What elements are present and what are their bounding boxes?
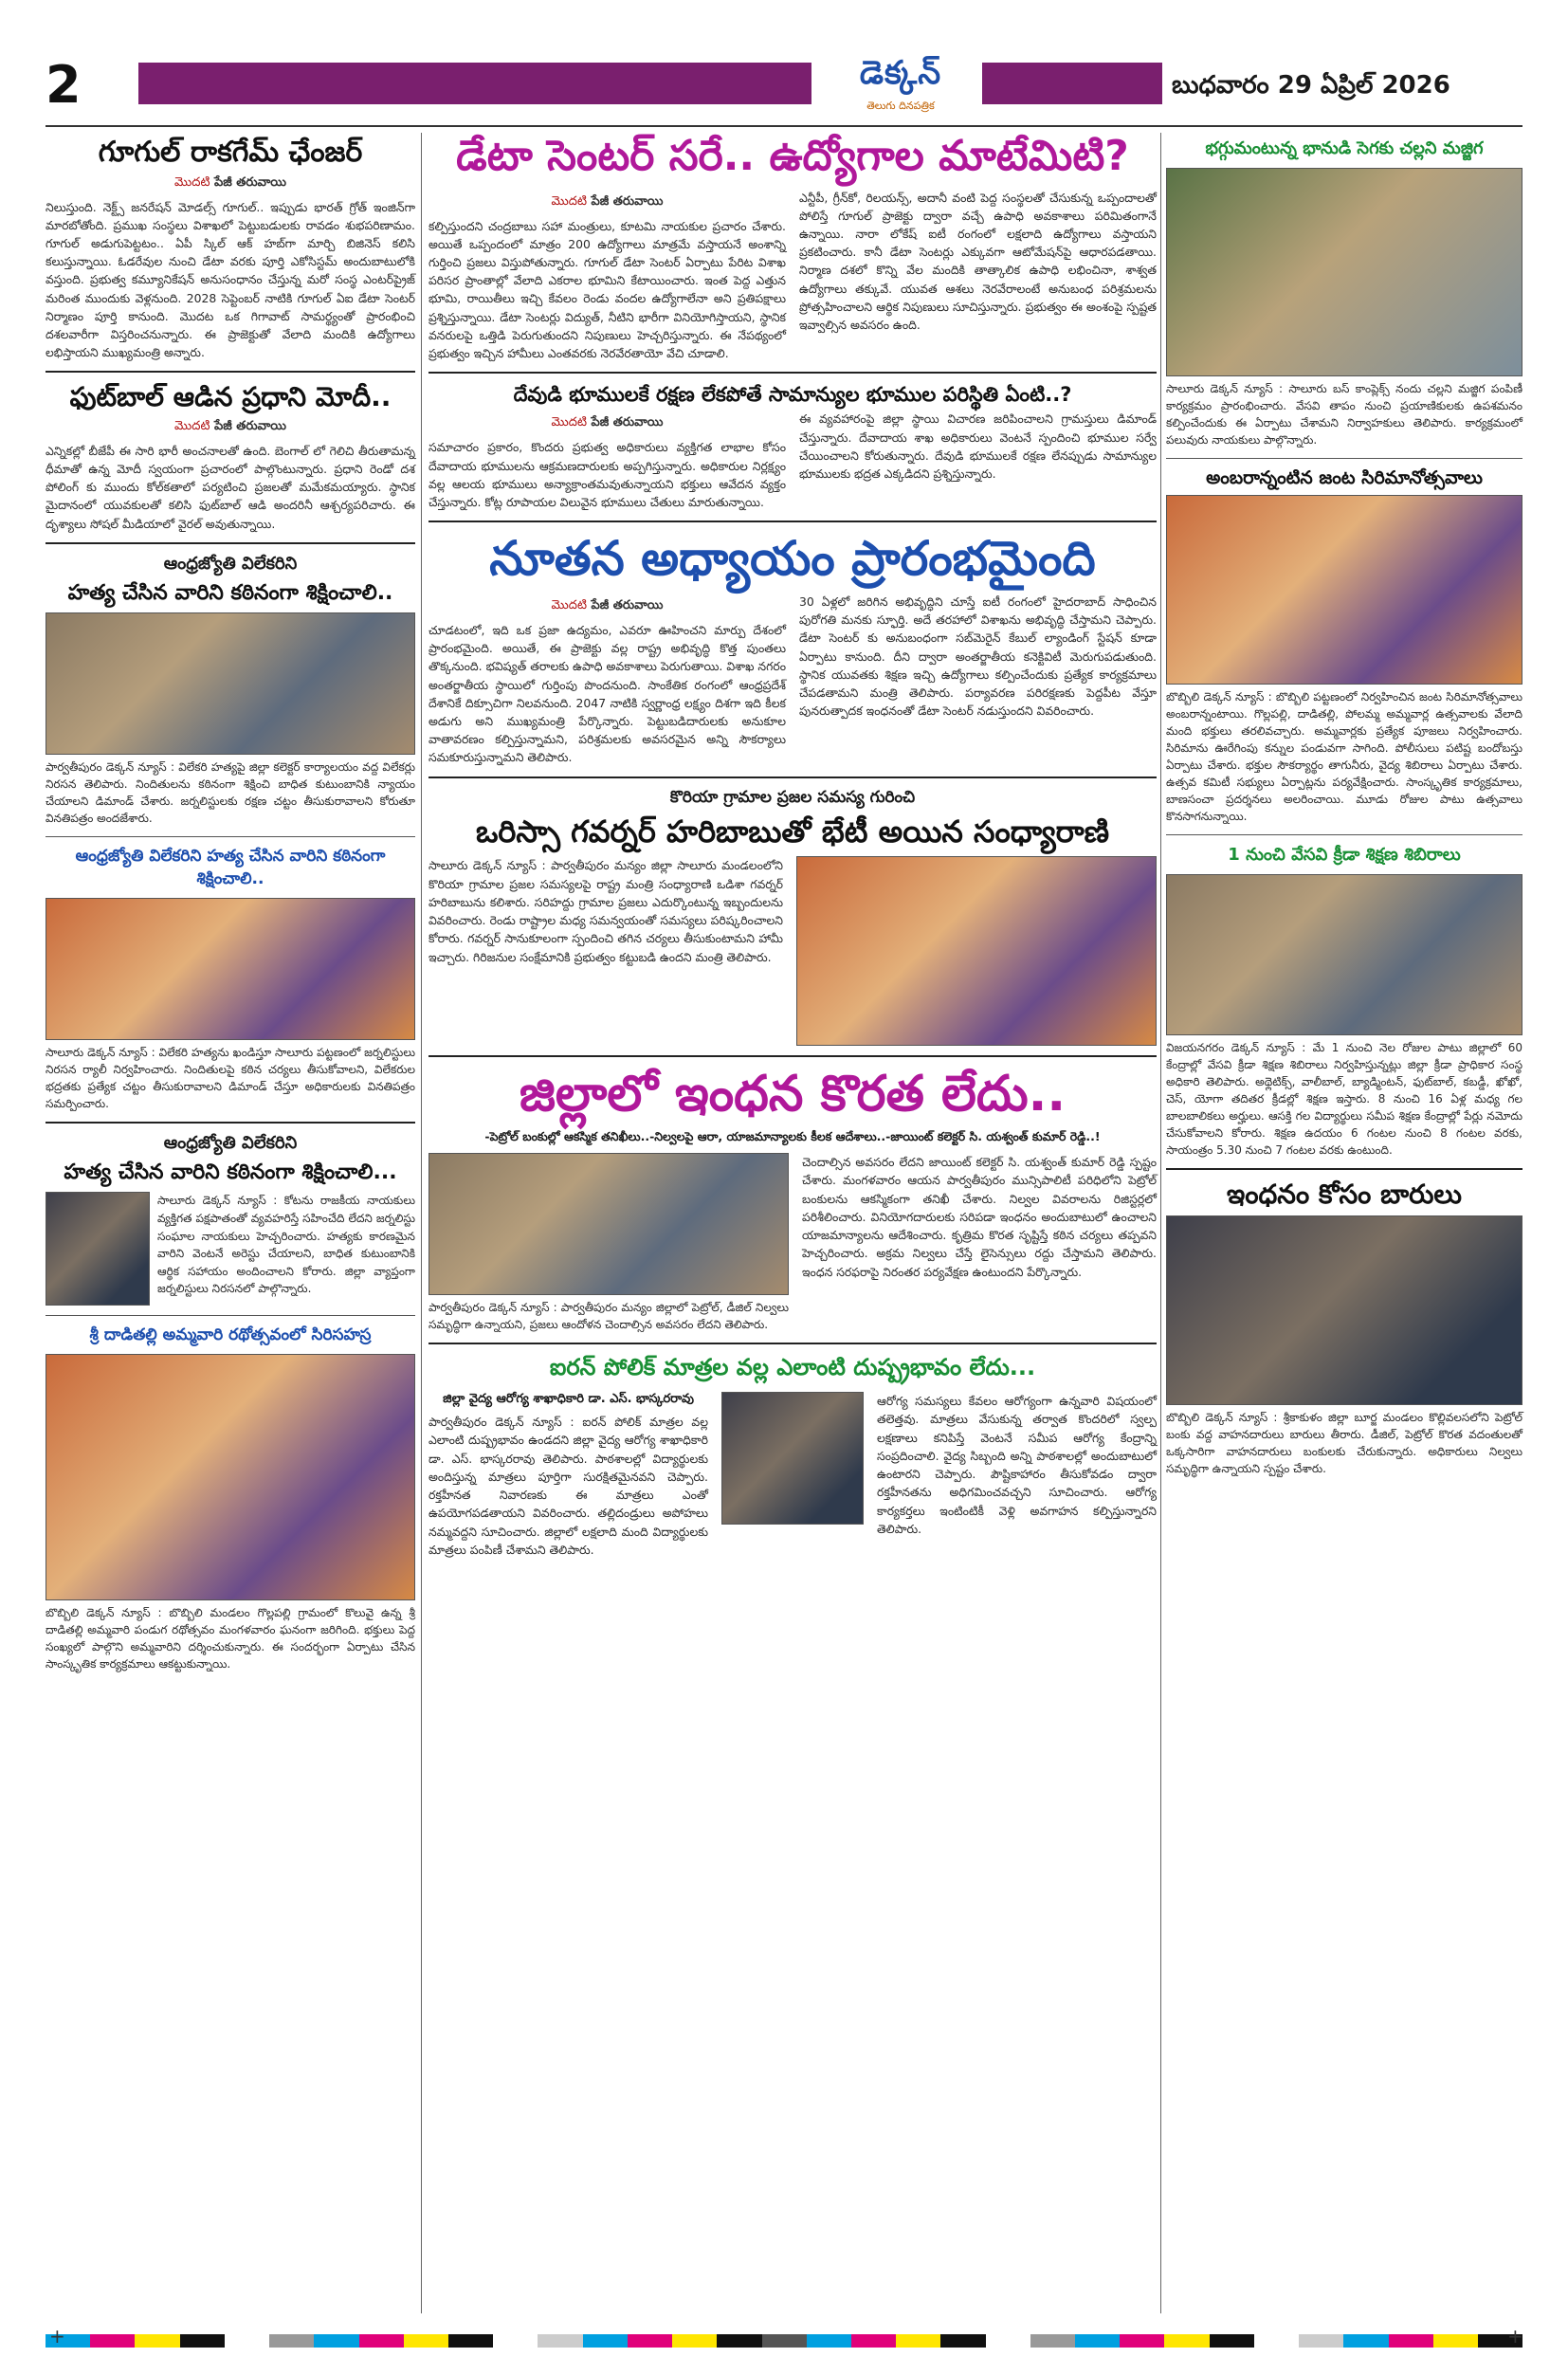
kicker: కొరియా గ్రామాల ప్రజల సమస్య గురించి [669, 787, 916, 807]
color-swatch [1433, 2334, 1478, 2348]
byline-source: మొదటి [551, 193, 587, 209]
story-col [799, 189, 1157, 363]
color-swatch [1254, 2334, 1299, 2348]
headline-sirimanu: అంబరాన్నంటిన జంట సిరిమానోత్సవాలు [1206, 467, 1483, 488]
color-swatch [851, 2334, 896, 2348]
story-body: చూడటంలో, ఇది ఒక ప్రజా ఉద్యమం, ఎవరూ ఊహించని మార్పు దేశంలో ప్రారంభమైంది. అయితే, ఈ ప్రాజెక్టు వల్ల రాష్ట్ర అభివృద్ధి కొత్త పుంతలు తొక్కనుంది. భవిష్యత్ తరాలకు ఉపాధి అవకాశాలు పెరుగుతాయి. విశాఖ నగరం అంతర్జాతీయ స్థాయిలో గుర్తింపు పొందనుంది. సాంకేతిక రంగంలో ఆంధ్రప్రదేశ్ దేశానికే దిక్సూచిగా నిలవనుంది. 2047 నాటికి స్వర్ణాంధ్ర లక్ష్యం దిశగా ఇది కీలక అడుగు అని ముఖ్యమంత్రి పేర్కొన్నారు. పెట్టుబడిదారులకు అనుకూల వాతావరణం కల్పిస్తున్నామని, పరిశ్రమలకు అవసరమైన అన్ని సౌకర్యాలు సమకూరుస్తున్నామని తెలిపారు. [428, 622, 786, 765]
divider [428, 777, 1157, 778]
issue-date: బుధవారం 29 ఏప్రిల్ 2026 [1172, 71, 1450, 100]
photo-caption: పార్వతీపురం డెక్కన్ న్యూస్ : పార్వతీపురం మన్యం జిల్లాలో పెట్రోల్, డీజిల్ నిల్వలు సమృద్ధిగా ఉన్నాయని, ప్రజలు ఆందోళన చెందాల్సిన అవసరం లేదని తెలిపారు. [428, 1301, 789, 1332]
photo-caption: పార్వతీపురం డెక్కన్ న్యూస్ : విలేకరి హత్యపై జిల్లా కలెక్టర్ కార్యాలయం వద్ద విలేకర్లు నిరసన తెలిపారు. నిందితులను కఠినంగా శిక్షించి బాధిత కుటుంబానికి న్యాయం చేయాలని డిమాండ్ చేశారు. జర్నలిస్టులకు రక్షణ చట్టం తీసుకురావాలని కోరుతూ వినతిపత్రం అందజేశారు. [46, 760, 415, 826]
color-swatch [180, 2334, 225, 2348]
byline [428, 194, 786, 211]
story-body: పార్వతీపురం డెక్కన్ న్యూస్ : ఐరన్ పోలిక్ మాత్రల వల్ల ఎలాంటి దుష్ప్రభావం ఉండదని జిల్లా వైద్య ఆరోగ్య శాఖాధికారి డా. ఎస్. భాస్కరరావు తెలిపారు. పాఠశాలల్లో విద్యార్థులకు అందిస్తున్న మాత్రలు పూర్తిగా సురక్షితమైనవని చెప్పారు. రక్తహీనత నివారణకు ఈ మాత్రలు ఎంతో ఉపయోగపడతాయని వివరించారు. తల్లిదండ్రులు అపోహలు నమ్మవద్దని సూచించారు. జిల్లాలో లక్షలాది మంది విద్యార్థులకు మాత్రలు పంపిణీ చేశామని తెలిపారు. [428, 1415, 708, 1557]
crop-mark: + [49, 2325, 65, 2348]
story-col [799, 593, 1157, 767]
color-swatch [1389, 2334, 1433, 2348]
story-body: చెందాల్సిన అవసరం లేదని జాయింట్ కలెక్టర్ సి. యశ్వంత్ కుమార్ రెడ్డి స్పష్టం చేశారు. మంగళవారం ఆయన పార్వతీపురం మున్సిపాలిటీ పరిధిలోని పెట్రోల్ బంకులను ఆకస్మికంగా తనిఖీ చేశారు. నిల్వల వివరాలను రిజిస్టర్లలో పరిశీలించారు. వినియోగదారులకు సరిపడా ఇంధనం అందుబాటులో ఉంచాలని యాజమాన్యాలను ఆదేశించారు. కృత్రిమ కొరత సృష్టిస్తే కఠిన చర్యలు తప్పవని హెచ్చరించారు. అక్రమ నిల్వలు చేస్తే లైసెన్సులు రద్దు చేస్తామని తెలిపారు. ఇంధన సరఫరాపై నిరంతర పర్యవేక్షణ ఉంటుందని పేర్కొన్నారు. [802, 1155, 1157, 1279]
left-column [46, 133, 415, 1672]
inspection-photo [428, 1153, 789, 1295]
color-swatch [1030, 2334, 1075, 2348]
photo-caption: విజయనగరం డెక్కన్ న్యూస్ : మే 1 నుంచి నెల రోజుల పాటు జిల్లాలో 60 కేంద్రాల్లో వేసవి క్రీడా శిక్షణ శిబిరాలు నిర్వహిస్తున్నట్లు జిల్లా క్రీడా ప్రాధికార సంస్థ అధికారి తెలిపారు. అథ్లెటిక్స్, వాలీబాల్, బ్యాడ్మింటన్, ఫుట్‌బాల్, కబడ్డీ, ఖోఖో, చెస్, యోగా తదితర క్రీడల్లో శిక్షణ ఇస్తారు. 8 నుంచి 16 ఏళ్ల మధ్య గల బాలబాలికలు అర్హులు. ఆసక్తి గల విద్యార్థులు సమీప శిక్షణ కేంద్రాల్లో పేర్లు నమోదు చేసుకోవాలని కోరారు. శిక్షణ ఉదయం 6 గంటల నుంచి 8 గంటల వరకు, సాయంత్రం 5.30 నుంచి 7 గంటల వరకు ఉంటుంది. [1166, 1040, 1522, 1157]
photo-block [428, 1153, 789, 1333]
story-columns [428, 1392, 1157, 1559]
color-swatch [1210, 2334, 1254, 2348]
color-swatch [807, 2334, 851, 2348]
story-with-photo [46, 1192, 415, 1306]
color-swatch [672, 2334, 717, 2348]
story-body: నిలుస్తుంది. నెక్ట్స్ జనరేషన్ మోడల్స్ గూగుల్.. ఇప్పుడు భారత్ గ్రోత్ ఇంజిన్‌గా మారబోతోంది. ప్రముఖ సంస్థలు విశాఖలో పెట్టుబడులకు రావడం శుభపరిణామం. గూగుల్ అడుగుపెట్టటం.. ఏపీ స్కిల్ ఆక్ హబ్‌గా మార్చి బిజినెస్ కలిసి కలుస్తున్నాయి. ఓడరేవుల నుంచి డేటా వరకు పూర్తి ఎకోసిస్టమ్ అందుబాటులోకి వస్తుంది. ప్రభుత్వ కమ్యూనికేషన్ అనుసంధానం చేస్తున్న మరో సంస్థ ఎంటర్‌ప్రైజ్ మరింత ముందుకు వెళ్లనుంది. 2028 సెప్టెంబర్ నాటికి గూగుల్ ఏఐ డేటా సెంటర్ నిర్మాణం పూర్తి కానుంది. మొదట ఒక గిగావాట్ సామర్థ్యంతో ప్రారంభించి దశలవారీగా విస్తరించనున్నారు. ఈ ప్రాజెక్టుతో వేలాది మందికి ఉద్యోగాలు లభిస్తాయని ముఖ్యమంత్రి అన్నారు. [46, 199, 415, 360]
headline-google: గూగుల్ రాకగేమ్ ఛేంజర్ [98, 136, 363, 169]
color-swatch [269, 2334, 314, 2348]
story-with-photo [428, 856, 1157, 1046]
divider [1166, 458, 1522, 459]
color-swatch [538, 2334, 582, 2348]
fuel-queue-photo [1166, 1215, 1522, 1405]
color-swatch [314, 2334, 358, 2348]
page-number: 2 [46, 55, 82, 115]
byline-label: పేజీ తరువాయి [210, 174, 286, 190]
story-body: సాలూరు డెక్కన్ న్యూస్ : కోటను రాజకీయ నాయకులు వ్యక్తిగత పక్షపాతంతో వ్యవహరిస్తే సహించేది లేదని జర్నలిస్టు సంఘాల నాయకులు హెచ్చరించారు. హత్యకు కారణమైన వారిని వెంటనే అరెస్టు చేయాలని, బాధిత కుటుంబానికి ఆర్థిక సహాయం అందించాలని కోరారు. జిల్లా వ్యాప్తంగా జర్నలిస్టులు నిరసనలో పాల్గొన్నారు. [157, 1194, 415, 1296]
headline-journalist-1: హత్య చేసిన వారిని కఠినంగా శిక్షించాలి.. [67, 580, 393, 605]
color-swatch [986, 2334, 1030, 2348]
story-body: ఎన్నికల్లో బీజేపీ ఈ సారి భారీ అంచనాలతో ఉంది. బెంగాల్ లో గెలిచి తీరుతామన్న ధీమాతో ఉన్న మోదీ స్వయంగా ప్రచారంలో పాల్గొంటున్నారు. ప్రధాని రెండో దశ పోలింగ్ కు ముందు కోల్‌కతాలో పర్యటించి ప్రజలతో మమేకమయ్యారు. స్థానిక మైదానంలో యువకులతో కలిసి ఫుట్‌బాల్ ఆడి అందరినీ ఆశ్చర్యపరిచారు. ఈ దృశ్యాలు సోషల్ మీడియాలో వైరల్ అవుతున్నాయి. [46, 443, 415, 531]
crop-mark: + [1507, 2325, 1523, 2348]
byline [428, 415, 786, 432]
divider [46, 836, 415, 837]
color-swatch [628, 2334, 672, 2348]
color-swatch [135, 2334, 179, 2348]
portrait-photo [46, 1192, 150, 1306]
color-swatch [583, 2334, 628, 2348]
divider [46, 542, 415, 544]
divider [428, 1343, 1157, 1344]
divider [1166, 1168, 1522, 1170]
story-col [428, 593, 786, 767]
color-swatch [404, 2334, 448, 2348]
divider [428, 1055, 1157, 1057]
color-swatch [225, 2334, 269, 2348]
masthead-bar-right [982, 63, 1162, 104]
color-swatch [1164, 2334, 1209, 2348]
divider [1166, 834, 1522, 835]
photo-caption: బొబ్బిలి డెక్కన్ న్యూస్ : బొబ్బిలి పట్టణంలో నిర్వహించిన జంట సిరిమానోత్సవాలు అంబరాన్నంటాయి. గొల్లపల్లి, దాడితల్లి, పోలమ్మ అమ్మవార్ల ఉత్సవాలకు వేలాది మంది భక్తులు తరలివచ్చారు. అమ్మవార్లకు ప్రత్యేక పూజలు నిర్వహించారు. సిరిమాను ఊరేగింపు కన్నుల పండువగా సాగింది. పోలీసులు పటిష్ట బందోబస్తు ఏర్పాటు చేశారు. భక్తుల సౌకర్యార్థం తాగునీరు, వైద్య శిబిరాలు ఏర్పాటు చేశారు. ఉత్సవ కమిటీ సభ్యులు ఏర్పాట్లను పర్యవేక్షించారు. సాంస్కృతిక కార్యక్రమాలు, బాణసంచా ప్రదర్శనలు అలరించాయి. మూడు రోజుల పాటు ఉత్సవాలు కొనసాగనున్నాయి. [1166, 689, 1522, 823]
color-swatch [1343, 2334, 1388, 2348]
headline-iron-tablets: ఐరన్ పోలిక్ మాత్రల వల్ల ఎలాంటి దుష్ప్రభావం లేదు... [549, 1354, 1036, 1381]
masthead [46, 44, 1522, 127]
official-photo [721, 1392, 864, 1525]
color-swatch [359, 2334, 404, 2348]
right-column [1166, 133, 1522, 1477]
newspaper-logo [825, 44, 976, 125]
column-separator [421, 133, 422, 2313]
story-body: ఈ వ్యవహారంపై జిల్లా స్థాయి విచారణ జరిపించాలని గ్రామస్తులు డిమాండ్ చేస్తున్నారు. దేవాదాయ శాఖ అధికారులు వెంటనే స్పందించి భూముల సర్వే చేయించాలని కోరుతున్నారు. దేవుడి భూములకే రక్షణ లేనప్పుడు సామాన్యుల భూములకు భద్రత ఎక్కడిదని ప్రశ్నిస్తున్నారు. [799, 411, 1157, 482]
kicker: ఆంధ్రజ్యోతి విలేకరిని [163, 1133, 298, 1154]
color-swatch [1120, 2334, 1164, 2348]
story-body: సాలూరు డెక్కన్ న్యూస్ : పార్వతీపురం మన్యం జిల్లా సాలూరు మండలంలోని కొరియా గ్రామాల ప్రజల సమస్యలపై రాష్ట్ర మంత్రి సంధ్యారాణి ఒడిశా గవర్నర్ హరిబాబును కలిశారు. సరిహద్దు గ్రామాల ప్రజలు ఎదుర్కొంటున్న ఇబ్బందులను వివరించారు. రెండు రాష్ట్రాల మధ్య సమన్వయంతో సమస్యలు పరిష్కరించాలని కోరారు. గవర్నర్ సానుకూలంగా స్పందించి తగిన చర్యలు తీసుకుంటామని హామీ ఇచ్చారు. గిరిజనుల సంక్షేమానికి ప్రభుత్వం కట్టుబడి ఉందని మంత్రి తెలిపారు. [428, 858, 783, 964]
headline-modi: ఫుట్‌బాల్ ఆడిన ప్రధాని మోదీ.. [69, 381, 392, 413]
photo-caption: బొబ్బిలి డెక్కన్ న్యూస్ : బొబ్బిలి మండలం గొల్లపల్లి గ్రామంలో కొలువై ఉన్న శ్రీ దాడితల్లి అమ్మవారి పండుగ రథోత్సవం మంగళవారం ఘనంగా జరిగింది. భక్తులు పెద్ద సంఖ్యలో పాల్గొని అమ్మవారిని దర్శించుకున్నారు. ఈ సందర్భంగా ఏర్పాటు చేసిన సాంస్కృతిక కార్యక్రమాలు ఆకట్టుకున్నాయి. [46, 1606, 415, 1672]
color-swatch [448, 2334, 493, 2348]
byline [46, 419, 415, 436]
color-swatch [90, 2334, 135, 2348]
photo-caption: సాలూరు డెక్కన్ న్యూస్ : సాలూరు బస్ కాంప్లెక్స్ నందు చల్లని మజ్జిగ పంపిణీ కార్యక్రమం ప్రారంభించారు. వేసవి తాపం నుంచి ప్రయాణికులకు ఉపశమనం కల్పించేందుకు ఈ ఏర్పాటు చేశామని నిర్వాహకులు తెలిపారు. కార్యక్రమంలో పలువురు నాయకులు పాల్గొన్నారు. [1166, 382, 1522, 447]
sirimanu-photo [1166, 495, 1522, 685]
story-col [799, 410, 1157, 511]
divider [46, 371, 415, 373]
headline-fuel: జిల్లాలో ఇంధన కొరత లేదు.. [519, 1066, 1067, 1124]
headline-journalist-3: హత్య చేసిన వారిని కఠినంగా శిక్షించాలి... [64, 1160, 397, 1185]
sports-photo [1166, 874, 1522, 1035]
photo-caption: బొబ్బిలి డెక్కన్ న్యూస్ : శ్రీకాకుళం జిల్లా బూర్జ మండలం కొల్లివలసలోని పెట్రోల్ బంకు వద్ద వాహనదారులు బారులు తీరారు. డీజిల్, పెట్రోల్ కొరత వదంతులతో ఒక్కసారిగా వాహనదారులు బంకులకు చేరుకున్నారు. అధికారులు నిల్వలు సమృద్ధిగా ఉన్నాయని స్పష్టం చేశారు. [1166, 1411, 1522, 1476]
byline [428, 598, 786, 615]
headline-festival: శ్రీ దాడితల్లి అమ్మవారి రథోత్సవంలో సిరిసహస్ర [89, 1325, 372, 1345]
print-color-bar [46, 2334, 1522, 2348]
byline-source: మొదటి [551, 597, 587, 612]
divider [46, 1315, 415, 1316]
story-columns [428, 410, 1157, 511]
divider [46, 1122, 415, 1124]
story-with-photo [428, 1153, 1157, 1333]
story-columns [428, 593, 1157, 767]
headline-temple-lands: దేవుడి భూములకే రక్షణ లేకపోతే సామాన్యుల భూముల పరిస్థితి ఏంటి..? [513, 383, 1072, 407]
story-body: కల్పిస్తుందని చంద్రబాబు సహా మంత్రులు, కూటమి నాయకుల ప్రచారం చేశారు. అయితే ఒప్పందంలో మాత్రం 200 ఉద్యోగాలు మాత్రమే వస్తాయనే అంశాన్ని గుర్తించి ప్రజలు విస్తుపోతున్నారు. గూగుల్ డేటా సెంటర్ ఏర్పాటు పేరిట విశాఖ పరిసర ప్రాంతాల్లో వేలాది ఎకరాల భూమిని కేటాయించారు. ఇంత పెద్ద ఎత్తున భూమి, రాయితీలు ఇచ్చి కేవలం రెండు వందల ఉద్యోగాలేనా అని ప్రతిపక్షాలు ప్రశ్నిస్తున్నాయి. డేటా సెంటర్లు విద్యుత్, నీటిని భారీగా వినియోగిస్తాయని, స్థానిక వనరులపై ఒత్తిడి పెరుగుతుందని నిపుణులు హెచ్చరిస్తున్నారు. ఈ నేపథ్యంలో ప్రభుత్వం ఇచ్చిన హామీలు ఎంతవరకు నెరవేరతాయో వేచి చూడాలి. [428, 218, 786, 361]
photo-caption: సాలూరు డెక్కన్ న్యూస్ : విలేకరి హత్యను ఖండిస్తూ సాలూరు పట్టణంలో జర్నలిస్టులు నిరసన ర్యాలీ నిర్వహించారు. నిందితులపై కఠిన చర్యలు తీసుకోవాలని, విలేకరుల భద్రతకు ప్రత్యేక చట్టం తీసుకురావాలని డిమాండ్ చేస్తూ అధికారులకు వినతిపత్రం సమర్పించారు. [46, 1046, 415, 1111]
headline-data-center: డేటా సెంటర్ సరే.. ఉద్యోగాల మాటేమిటి? [456, 132, 1129, 180]
story-body: సమాచారం ప్రకారం, కొందరు ప్రభుత్వ అధికారులు వ్యక్తిగత లాభాల కోసం దేవాదాయ భూములను ఆక్రమణదారులకు అప్పగిస్తున్నారు. అధికారుల నిర్లక్ష్యం వల్ల ఆలయ భూములు అన్యాక్రాంతమవుతున్నాయని భక్తులు ఆవేదన వ్యక్తం చేస్తున్నారు. కోట్ల రూపాయల విలువైన భూములు చేతులు మారుతున్నాయి. [428, 440, 786, 510]
story-col [877, 1392, 1157, 1559]
story-col [428, 189, 786, 363]
divider [428, 372, 1157, 374]
headline-journalist-2: ఆంధ్రజ్యోతి విలేకరిని హత్య చేసిన వారిని కఠినంగా శిక్షించాలి.. [75, 847, 386, 889]
meeting-photo [796, 856, 1157, 1046]
byline-label: పేజీ తరువాయి [587, 597, 664, 612]
byline-source: మొదటి [551, 415, 587, 430]
story-col [428, 410, 786, 511]
story-body: 30 ఏళ్లలో జరిగిన అభివృద్ధిని చూస్తే ఐటీ రంగంలో హైదరాబాద్ సాధించిన పురోగతి మనకు స్ఫూర్తి. అదే తరహాలో విశాఖను అభివృద్ధి చేస్తామని చెప్పారు. డేటా సెంటర్ కు అనుబంధంగా సబ్‌మెరైన్ కేబుల్ ల్యాండింగ్ స్టేషన్ కూడా ఏర్పాటు కానుంది. దీని ద్వారా అంతర్జాతీయ కనెక్టివిటీ మెరుగుపడుతుంది. స్థానిక యువతకు శిక్షణ ఇచ్చి ఉద్యోగాలు కల్పించేందుకు ప్రత్యేక కార్యక్రమాలు చేపడతామని మంత్రి తెలిపారు. పర్యావరణ పరిరక్షణకు పెద్దపీట వేస్తూ పునరుత్పాదక ఇంధనంతో డేటా సెంటర్ నడుస్తుందని వివరించారు. [799, 594, 1157, 719]
byline-source: మొదటి [174, 174, 210, 190]
story-col [428, 1392, 708, 1559]
color-swatch [762, 2334, 807, 2348]
news-photo [46, 612, 415, 755]
color-swatch [717, 2334, 761, 2348]
news-photo [46, 898, 415, 1040]
byline-label: పేజీ తరువాయి [210, 418, 286, 433]
column-separator [1160, 133, 1161, 2313]
byline-label: పేజీ తరువాయి [587, 193, 664, 209]
story-body: ఎన్టీపీ, గ్రీన్‌కో, రిలయన్స్, అదానీ వంటి పెద్ద సంస్థలతో చేసుకున్న ఒప్పందాలతో పోలిస్తే గూగుల్ ప్రాజెక్టు ద్వారా వచ్చే ఉపాధి అవకాశాలు పరిమితంగానే ఉన్నాయి. నారా లోకేష్ ఐటీ రంగంలో లక్షలాది ఉద్యోగాలు వస్తాయని ప్రకటించారు. కానీ డేటా సెంటర్లు ఎక్కువగా ఆటోమేషన్‌పై ఆధారపడతాయి. నిర్మాణ దశలో కొన్ని వేల మందికి తాత్కాలిక ఉపాధి లభించినా, శాశ్వత ఉద్యోగాలు తక్కువే. యువత ఆశలు నెరవేరాలంటే అనుబంధ పరిశ్రమలను ప్రోత్సహించాలని ఆర్థిక నిపుణులు సూచిస్తున్నారు. ప్రభుత్వం ఈ అంశంపై స్పష్టత ఇవ్వాల్సిన అవసరం ఉంది. [799, 190, 1157, 333]
buttermilk-photo [1166, 168, 1522, 376]
color-swatch [1299, 2334, 1343, 2348]
kicker: ఆంధ్రజ్యోతి విలేకరిని [163, 553, 298, 574]
subhead: -పెట్రోల్ బంకుల్లో ఆకస్మిక తనిఖీలు..-నిల్వలపై ఆరా, యాజమాన్యాలకు కీలక ఆదేశాలు..-జాయింట్ కలెక్టర్ సి. యశ్వంత్ కుమార్ రెడ్డి..! [484, 1129, 1101, 1144]
color-swatch [896, 2334, 940, 2348]
color-swatch [940, 2334, 985, 2348]
headline-new-chapter: నూతన అధ్యాయం ప్రారంభమైంది [489, 531, 1096, 587]
byline: జిల్లా వైద్య ఆరోగ్య శాఖాధికారి డా. ఎస్. భాస్కరరావు [443, 1392, 694, 1407]
byline [46, 175, 415, 192]
byline-source: మొదటి [174, 418, 210, 433]
color-swatch [493, 2334, 538, 2348]
headline-fuel-queues: ఇంధనం కోసం బారులు [1227, 1178, 1462, 1210]
byline-label: పేజీ తరువాయి [587, 415, 664, 430]
divider [428, 521, 1157, 522]
middle-column [428, 133, 1157, 1559]
headline-buttermilk: భగ్గుమంటున్న భానుడి సెగకు చల్లని మజ్జిగ [1205, 138, 1484, 158]
headline-sports-camps: 1 నుంచి వేసవి క్రీడా శిక్షణ శిబిరాలు [1228, 844, 1461, 865]
logo-tagline: తెలుగు దినపత్రిక [866, 100, 935, 112]
color-swatch [1075, 2334, 1120, 2348]
festival-photo [46, 1354, 415, 1600]
masthead-bar-left [138, 63, 811, 104]
story-body: ఆరోగ్య సమస్యలు కేవలం ఆరోగ్యంగా ఉన్నవారి విషయంలో తలెత్తవు. మాత్రలు వేసుకున్న తర్వాత కొందరిలో స్వల్ప లక్షణాలు కనిపిస్తే వెంటనే సమీప ఆరోగ్య కేంద్రాన్ని సంప్రదించాలి. వైద్య సిబ్బంది అన్ని పాఠశాలల్లో అందుబాటులో ఉంటారని చెప్పారు. పౌష్టికాహారం తీసుకోవడం ద్వారా రక్తహీనతను అధిగమించవచ్చని సూచించారు. ఆరోగ్య కార్యకర్తలు ఇంటింటికీ వెళ్లి అవగాహన కల్పిస్తున్నారని తెలిపారు. [877, 1394, 1157, 1536]
headline-governor: ఒరిస్సా గవర్నర్ హరిబాబుతో భేటీ అయిన సంధ్యారాణి [475, 813, 1110, 850]
logo-text: డెక్కన్ [859, 54, 942, 92]
story-columns [428, 189, 1157, 363]
